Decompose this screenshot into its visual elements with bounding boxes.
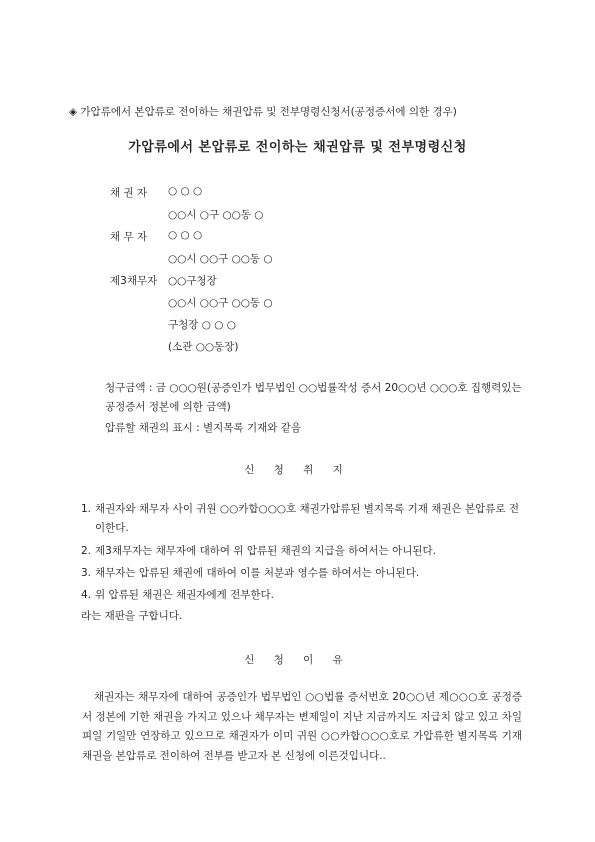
creditor-name: ○ ○ ○	[168, 185, 203, 197]
seized-claim-statement: 압류할 채권의 표시 : 별지목록 기재와 같음	[105, 422, 301, 434]
item-number: 3.	[81, 567, 92, 579]
item-text: 제3채무자는 채무자에 대하여 위 압류된 채권의 지급을 하여서는 아니된다.	[95, 545, 437, 557]
third-debtor-name: ○○구청장	[168, 275, 217, 287]
third-debtor-address: ○○시 ○○구 ○○동 ○	[168, 297, 273, 309]
item-text: 위 압류된 채권은 채권자에게 전부한다.	[95, 589, 274, 601]
purpose-heading: 신 청 취 지	[244, 464, 351, 476]
debtor-label: 채 무 자	[110, 231, 148, 243]
item-text: 채무자는 압류된 채권에 대하여 이를 처분과 영수를 하여서는 아니된다.	[95, 567, 420, 579]
item-number: 4.	[81, 589, 92, 601]
third-debtor-office: (소관 ○○동장)	[168, 341, 239, 353]
page-title: 가압류에서 본압류로 전이하는 채권압류 및 전부명령신청	[128, 140, 467, 155]
purpose-item	[81, 586, 521, 605]
item-number: 2.	[81, 545, 92, 557]
closing-statement: 라는 재판을 구합니다.	[81, 610, 183, 622]
creditor-label: 채 권 자	[110, 187, 148, 199]
third-debtor-representative: 구청장 ○ ○ ○	[168, 319, 236, 331]
item-number: 1.	[81, 503, 92, 515]
purpose-item	[81, 564, 521, 583]
item-text: 채권자와 채무자 사이 귀원 ○○카합○○○호 채권가압류된 별지목록 기재 채권은 본압류로 전이한다.	[95, 503, 520, 534]
document-caption: ◈ 가압류에서 본압류로 전이하는 채권압류 및 전부명령신청서(공정증서에 의한 경우)	[69, 106, 457, 118]
reason-text: 채권자는 채무자에 대하여 공증인가 법무법인 ○○법률 증서번호 20○○년 제○○○호 공정증서 정본에 기한 채권을 가지고 있으나 채무자는 변제일이 지난 지금까지도 지급치 않고 있고 차일피일 기일만 연장하고 있으므로 채권자가 이미 귀원 ○○카합○○○호로 가압류한 별지목록 기재 채권을 본압류로 전이하여 전부를 받고자 본 신청에 이른것입니다..	[82, 691, 522, 762]
purpose-item	[81, 542, 521, 561]
purpose-item	[81, 500, 521, 538]
third-debtor-label: 제3채무자	[110, 275, 158, 287]
debtor-name: ○ ○ ○	[168, 229, 203, 241]
claim-amount: 청구금액 : 금 ○○○원(공증인가 법무법인 ○○법률작성 증서 20○○년 ○○○호 집행력있는 공정증서 정본에 의한 금액)	[105, 382, 522, 413]
debtor-address: ○○시 ○○구 ○○동 ○	[168, 253, 273, 265]
creditor-address: ○○시 ○구 ○○동 ○	[168, 209, 264, 221]
reason-heading: 신 청 이 유	[244, 654, 351, 666]
